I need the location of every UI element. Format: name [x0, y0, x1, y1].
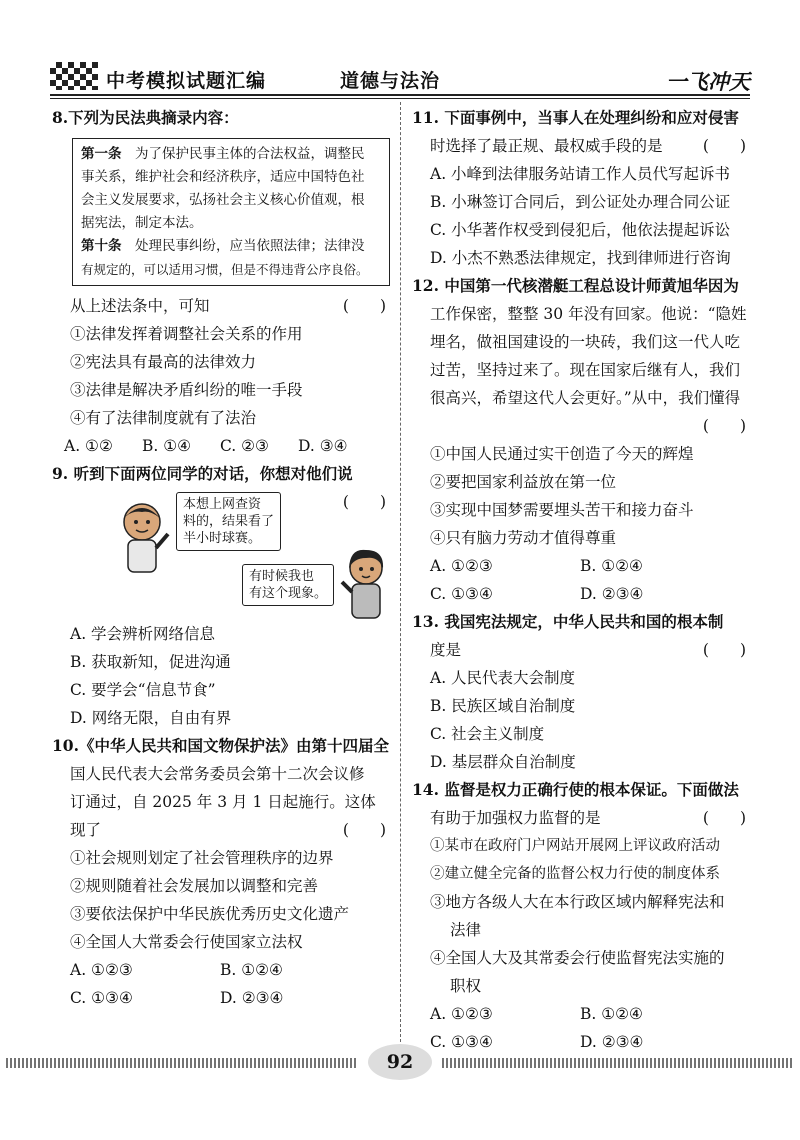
q11-option-a[interactable]: A. 小峰到法律服务站请工作人员代写起诉书 [430, 165, 731, 183]
q14-item-3-line2: 法律 [450, 921, 482, 939]
q14-option-c[interactable]: C. ①③④ [430, 1033, 493, 1051]
q8-item-4: ④有了法律制度就有了法治 [70, 409, 257, 427]
q8-option-b[interactable]: B. ①④ [142, 437, 192, 455]
bubble1-line1: 本想上网查资 [183, 497, 262, 512]
dialogue-cartoon [110, 488, 390, 620]
q11-line2: 时选择了最正规、最权威手段的是 [430, 137, 663, 155]
q8-option-a[interactable]: A. ①② [64, 437, 113, 455]
q10-item-4: ④全国人大常委会行使国家立法权 [70, 933, 303, 951]
subject-title: 道德与法治 [340, 70, 441, 92]
q9-option-c[interactable]: C. 要学会“信息节食” [70, 681, 216, 699]
q8-stem: 8.下列为民法典摘录内容： [52, 108, 239, 127]
q10-option-c[interactable]: C. ①③④ [70, 989, 133, 1007]
law1-line3: 会主义发展要求，弘扬社会主义核心价值观，根 [81, 192, 365, 208]
q8-item-3: ③法律是解决矛盾纠纷的唯一手段 [70, 381, 303, 399]
q12-line1: 12. 中国第一代核潜艇工程总设计师黄旭华因为 [412, 276, 739, 295]
law10-label: 第十条 [81, 238, 122, 254]
law1-label: 第一条 [81, 146, 122, 162]
q12-item-3: ③实现中国梦需要埋头苦干和接力奋斗 [430, 501, 694, 519]
q9-option-a[interactable]: A. 学会辨析网络信息 [70, 625, 216, 643]
q14-item-1: ①某市在政府门户网站开展网上评议政府活动 [430, 838, 720, 854]
q8-option-c[interactable]: C. ②③ [220, 437, 269, 455]
question-10 [52, 732, 390, 1012]
q10-item-3: ③要依法保护中华民族优秀历史文化遗产 [70, 905, 350, 923]
q11-option-d[interactable]: D. 小杰不熟悉法律规定，找到律师进行咨询 [430, 249, 731, 267]
law-excerpt-box [72, 138, 390, 286]
q13-option-b[interactable]: B. 民族区域自治制度 [430, 697, 576, 715]
bubble2-line2: 有这个现象。 [249, 586, 328, 601]
q13-option-c[interactable]: C. 社会主义制度 [430, 725, 545, 743]
q14-line2: 有助于加强权力监督的是 [430, 809, 601, 827]
speech-bubble-1 [176, 492, 281, 551]
header-rule [50, 94, 750, 99]
law10-line2: 有规定的，可以适用习惯，但是不得违背公序良俗。 [81, 262, 369, 277]
q10-option-d[interactable]: D. ②③④ [220, 989, 284, 1007]
q10-line4: 现了 [70, 821, 102, 839]
q12-option-c[interactable]: C. ①③④ [430, 585, 493, 603]
q14-option-a[interactable]: A. ①②③ [430, 1005, 493, 1023]
speech-bubble-2 [242, 564, 334, 606]
answer-paren: ( ) [342, 297, 386, 315]
q11-option-b[interactable]: B. 小琳签订合同后，到公证处办理合同公证 [430, 193, 731, 211]
answer-paren: ( ) [702, 809, 746, 827]
q8-item-2: ②宪法具有最高的法律效力 [70, 353, 257, 371]
footer-pattern-right [442, 1058, 794, 1068]
q14-line1: 14. 监督是权力正确行使的根本保证。下面做法 [412, 780, 739, 799]
q14-item-4-line1: ④全国人大及其常委会行使监督宪法实施的 [430, 949, 725, 967]
q12-option-b[interactable]: B. ①②④ [580, 557, 643, 575]
q12-line5: 很高兴，希望这代人会更好。”从中，我们懂得 [430, 389, 741, 407]
q8-ask: 从上述法条中，可知 [70, 297, 210, 315]
question-12 [412, 272, 750, 608]
q14-option-d[interactable]: D. ②③④ [580, 1033, 644, 1051]
left-column [52, 104, 390, 1012]
q8-option-d[interactable]: D. ③④ [298, 437, 348, 455]
q14-option-b[interactable]: B. ①②④ [580, 1005, 643, 1023]
q8-options [52, 432, 390, 460]
bubble1-line3: 半小时球赛。 [183, 531, 262, 546]
q12-line4: 过苦，坚持过来了。现在国家后继有人，我们 [430, 361, 741, 379]
q12-option-d[interactable]: D. ②③④ [580, 585, 644, 603]
q10-item-1: ①社会规则划定了社会管理秩序的边界 [70, 849, 334, 867]
answer-paren: ( ) [342, 821, 386, 839]
q10-option-a[interactable]: A. ①②③ [70, 961, 133, 979]
q12-line3: 埋名，做祖国建设的一块砖，我们这一代人吃 [430, 333, 741, 351]
answer-paren: ( ) [702, 641, 746, 659]
checker-logo-icon [50, 62, 98, 90]
q8-item-1: ①法律发挥着调整社会关系的作用 [70, 325, 303, 343]
question-14 [412, 776, 750, 1056]
page-header [50, 56, 750, 96]
q9-option-b[interactable]: B. 获取新知，促进沟通 [70, 653, 231, 671]
q11-line1: 11. 下面事例中，当事人在处理纠纷和应对侵害 [412, 108, 739, 127]
question-11 [412, 104, 750, 272]
q13-option-d[interactable]: D. 基层群众自治制度 [430, 753, 576, 771]
q14-item-4-line2: 职权 [450, 977, 482, 995]
book-title: 中考模拟试题汇编 [106, 70, 267, 92]
student-boy-icon [110, 498, 172, 574]
q10-item-2: ②规则随着社会发展加以调整和完善 [70, 877, 319, 895]
page-footer [0, 1044, 800, 1084]
right-column [412, 104, 750, 1056]
answer-paren: ( ) [702, 417, 746, 435]
column-divider [400, 102, 401, 1042]
q10-line2: 国人民代表大会常务委员会第十二次会议修 [70, 765, 365, 783]
question-9 [52, 460, 390, 732]
bubble1-line2: 料的，结果看了 [183, 514, 275, 529]
law1-line2: 事关系，维护社会和经济秩序，适应中国特色社 [81, 169, 365, 185]
student-girl-icon [338, 546, 394, 620]
question-13 [412, 608, 750, 776]
q9-stem: 9. 听到下面两位同学的对话，你想对他们说 [52, 464, 353, 483]
brand-logo: 一飞冲天 [666, 69, 750, 94]
q11-option-c[interactable]: C. 小华著作权受到侵犯后，他依法提起诉讼 [430, 221, 731, 239]
q9-option-d[interactable]: D. 网络无限，自由有界 [70, 709, 232, 727]
page-number: 92 [368, 1044, 432, 1080]
q10-option-b[interactable]: B. ①②④ [220, 961, 283, 979]
q14-item-3-line1: ③地方各级人大在本行政区域内解释宪法和 [430, 893, 725, 911]
footer-pattern-left [6, 1058, 358, 1068]
law10-line1: 处理民事纠纷，应当依照法律；法律没 [135, 238, 365, 254]
q12-item-1: ①中国人民通过实干创造了今天的辉煌 [430, 445, 694, 463]
question-8 [52, 104, 390, 460]
law1-line4: 据宪法，制定本法。 [81, 215, 203, 231]
answer-paren: ( ) [342, 493, 386, 511]
q12-line2: 工作保密，整整 30 年没有回家。他说：“隐姓 [430, 305, 747, 323]
bubble2-line1: 有时候我也 [249, 569, 315, 584]
law1-line1: 为了保护民事主体的合法权益，调整民 [135, 146, 365, 162]
q13-option-a[interactable]: A. 人民代表大会制度 [430, 669, 576, 687]
answer-paren: ( ) [702, 137, 746, 155]
q14-item-2: ②建立健全完备的监督公权力行使的制度体系 [430, 866, 720, 882]
q12-item-4: ④只有脑力劳动才值得尊重 [430, 529, 617, 547]
q10-line3: 订通过，自 2025 年 3 月 1 日起施行。这体 [70, 793, 376, 811]
q13-line2: 度是 [430, 641, 462, 659]
q13-line1: 13. 我国宪法规定，中华人民共和国的根本制 [412, 612, 724, 631]
q12-option-a[interactable]: A. ①②③ [430, 557, 493, 575]
q10-line1: 10.《中华人民共和国文物保护法》由第十四届全 [52, 736, 389, 755]
q12-item-2: ②要把国家利益放在第一位 [430, 473, 617, 491]
